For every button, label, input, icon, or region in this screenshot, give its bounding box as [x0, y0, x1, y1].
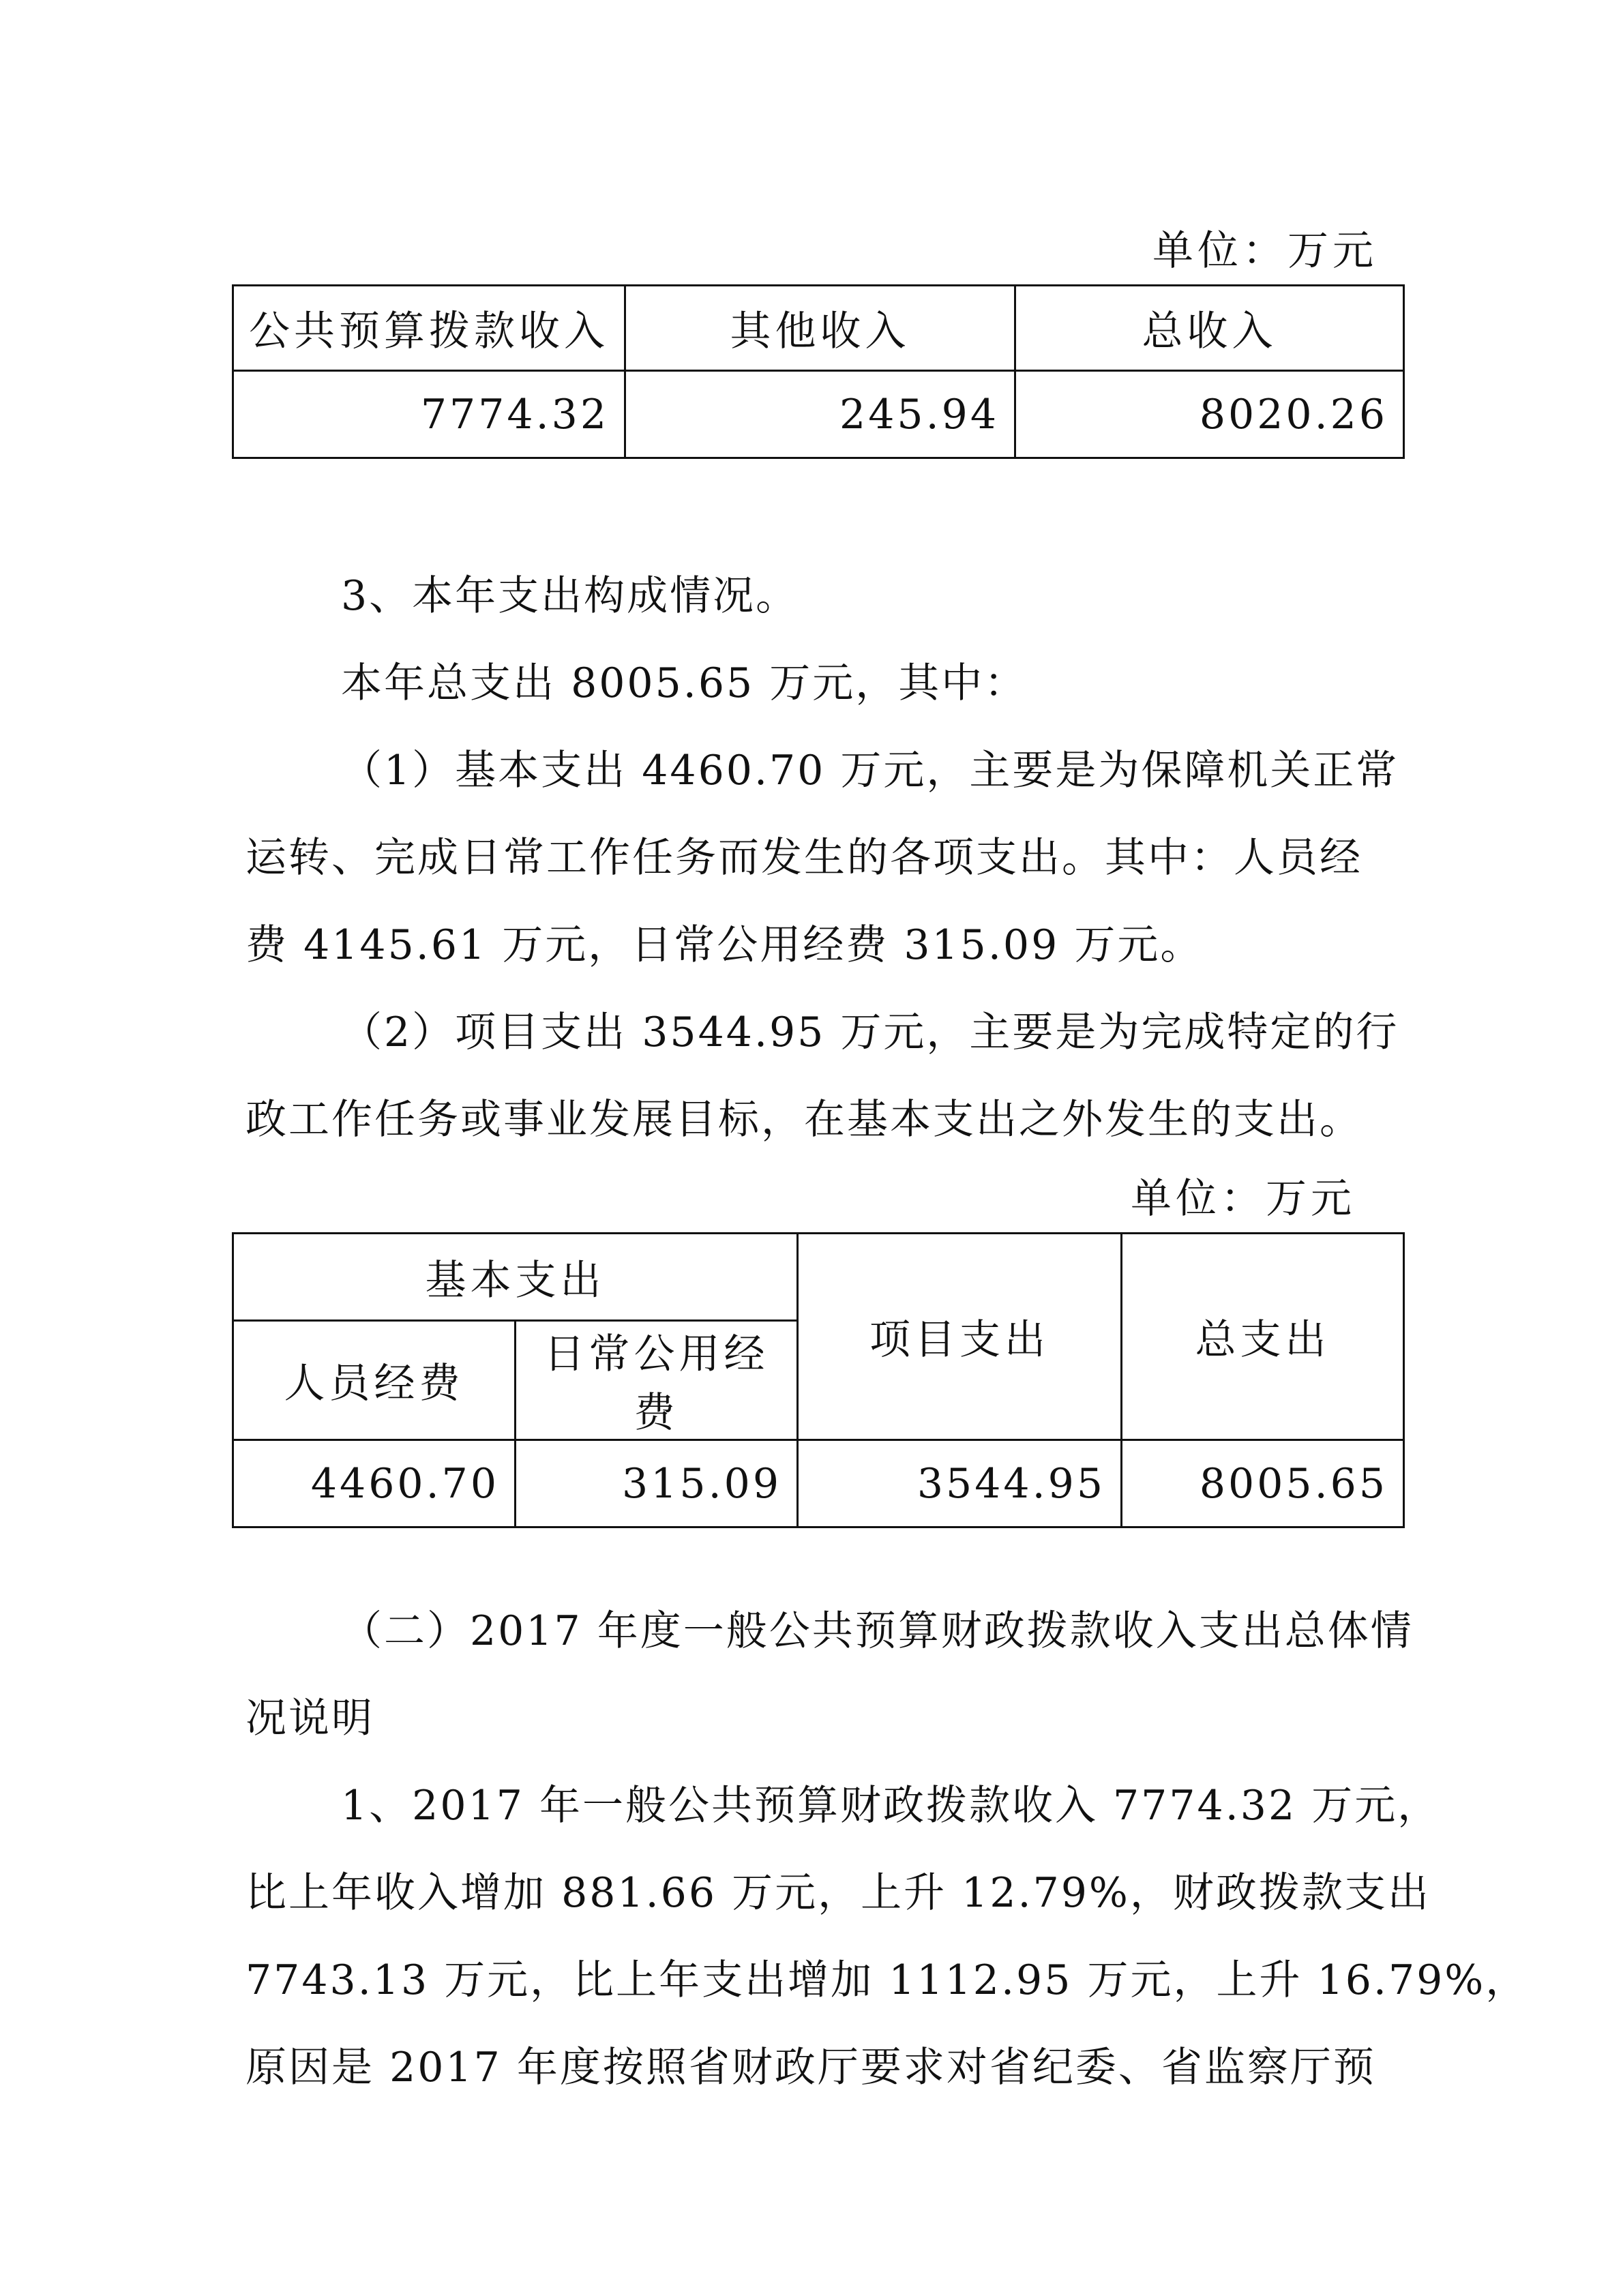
paragraph-line: 政工作任务或事业发展目标，在基本支出之外发生的支出。: [245, 1096, 1363, 1144]
paragraph-line: （2）项目支出 3544.95 万元，主要是为完成特定的行: [341, 1009, 1399, 1056]
unit-label: 单位：万元: [1152, 227, 1378, 275]
table-cell: 7774.32: [233, 371, 625, 458]
table-header-cell: 项目支出: [798, 1234, 1122, 1440]
table-header-cell: 基本支出: [233, 1234, 798, 1321]
paragraph-line: 7743.13 万元，比上年支出增加 1112.95 万元，上升 16.79%，: [245, 1956, 1529, 2004]
paragraph-line: 比上年收入增加 881.66 万元，上升 12.79%，财政拨款支出: [245, 1869, 1431, 1917]
table-cell: 4460.70: [233, 1440, 516, 1527]
table-cell: 8005.65: [1122, 1440, 1404, 1527]
table-cell: 8020.26: [1015, 371, 1404, 458]
table-header-cell: 公共预算拨款收入: [233, 286, 625, 371]
paragraph-line: 原因是 2017 年度按照省财政厅要求对省纪委、省监察厅预: [245, 2044, 1376, 2091]
table-row: [233, 1440, 1404, 1527]
unit-label: 单位：万元: [1131, 1175, 1356, 1223]
table-header-cell: 总支出: [1122, 1234, 1404, 1440]
expenditure-table: [232, 1232, 1405, 1528]
table-header-cell: 人员经费: [233, 1321, 516, 1440]
table-header-cell: 其他收入: [625, 286, 1015, 371]
table-header-row: [233, 286, 1404, 371]
table-header-row: [233, 1234, 1404, 1321]
table-cell: 245.94: [625, 371, 1015, 458]
section-heading: 3、本年支出构成情况。: [341, 572, 799, 620]
income-table: [232, 284, 1405, 459]
paragraph-line: 运转、完成日常工作任务而发生的各项支出。其中：人员经: [245, 834, 1363, 882]
table-header-cell: 总收入: [1015, 286, 1404, 371]
table-header-cell: 日常公用经费: [516, 1321, 798, 1440]
table-cell: 315.09: [516, 1440, 798, 1527]
paragraph-line: 费 4145.61 万元，日常公用经费 315.09 万元。: [245, 921, 1204, 969]
section-heading: 况说明: [245, 1695, 374, 1742]
table-cell: 3544.95: [798, 1440, 1122, 1527]
paragraph-line: （1）基本支出 4460.70 万元，主要是为保障机关正常: [341, 747, 1399, 794]
paragraph-line: 1、2017 年一般公共预算财政拨款收入 7774.32 万元，: [341, 1782, 1441, 1830]
paragraph-line: 本年总支出 8005.65 万元，其中：: [341, 659, 1028, 707]
table-row: [233, 371, 1404, 458]
section-heading: （二）2017 年度一般公共预算财政拨款收入支出总体情: [341, 1607, 1414, 1655]
